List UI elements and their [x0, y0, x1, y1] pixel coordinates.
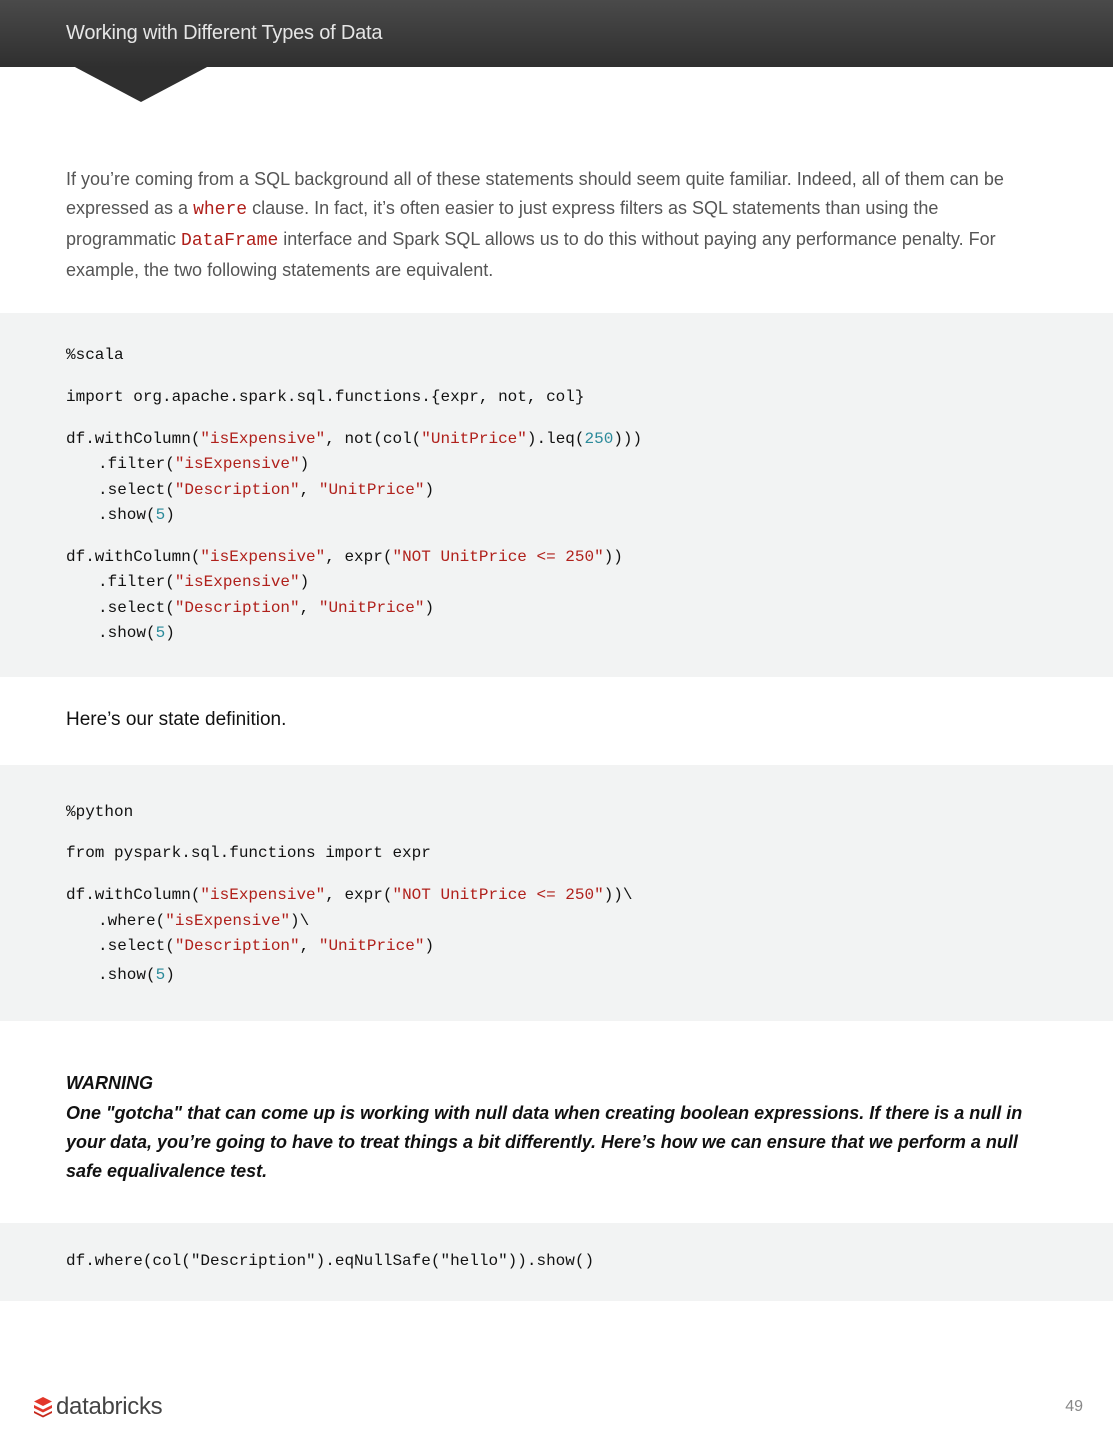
code-line: .show(5)	[98, 966, 175, 984]
code-line: .select("Description", "UnitPrice")	[98, 937, 435, 955]
header-title: Working with Different Types of Data	[66, 22, 383, 44]
intro-text-1: If you’re coming from a SQL background all of these statements should seem quite familiar. Indeed, all of them can be expressed as a	[66, 169, 1004, 218]
code-line: df.where(col("Description").eqNullSafe("hello")).show()	[66, 1252, 595, 1270]
state-definition-text: Here’s our state definition.	[66, 709, 287, 730]
warning-title: WARNING	[66, 1073, 153, 1093]
code-line: import org.apache.spark.sql.functions.{expr, not, col}	[66, 388, 585, 406]
code-line: %scala	[66, 346, 124, 364]
code-line: .filter("isExpensive")	[98, 573, 310, 591]
code-line: .show(5)	[98, 506, 175, 524]
code-line: df.withColumn("isExpensive", expr("NOT UnitPrice <= 250"))\	[66, 886, 633, 904]
code-line: df.withColumn("isExpensive", not(col("UnitPrice").leq(250)))	[66, 430, 643, 448]
python-code-block	[0, 765, 1113, 1021]
header-tab-pointer	[73, 66, 209, 102]
inline-code-dataframe: DataFrame	[181, 231, 279, 251]
databricks-stack-icon	[33, 1396, 53, 1418]
page-header	[0, 0, 1113, 67]
code-line: .show(5)	[98, 624, 175, 642]
code-line: df.withColumn("isExpensive", expr("NOT UnitPrice <= 250"))	[66, 548, 623, 566]
page-number: 49	[1065, 1398, 1083, 1415]
code-line: %python	[66, 803, 134, 821]
intro-paragraph	[66, 165, 1051, 285]
warning-body: One "gotcha" that can come up is working with null data when creating boolean expressions. If there is a null in your data, you’re going to have to treat things a bit differently. Here’s how we can ensure that we perform a null safe equalivalence test.	[66, 1103, 1023, 1181]
code-line: .select("Description", "UnitPrice")	[98, 599, 435, 617]
code-line: from pyspark.sql.functions import expr	[66, 844, 431, 862]
intro-text-3: interface and Spark SQL allows us to do this without paying any performance penalty. For example, the two following statements are equivalent.	[66, 229, 996, 280]
intro-text-2: clause. In fact, it’s often easier to just express filters as SQL statements than using the programmatic	[66, 198, 939, 249]
code-line: .select("Description", "UnitPrice")	[98, 481, 435, 499]
code-line: .where("isExpensive")\	[98, 912, 310, 930]
inline-code-where: where	[193, 200, 248, 220]
logo-text: databricks	[56, 1393, 163, 1420]
databricks-logo	[33, 1393, 162, 1421]
scala-code-block	[0, 313, 1113, 677]
code-line: .filter("isExpensive")	[98, 455, 310, 473]
nullsafe-code-block	[0, 1223, 1113, 1301]
